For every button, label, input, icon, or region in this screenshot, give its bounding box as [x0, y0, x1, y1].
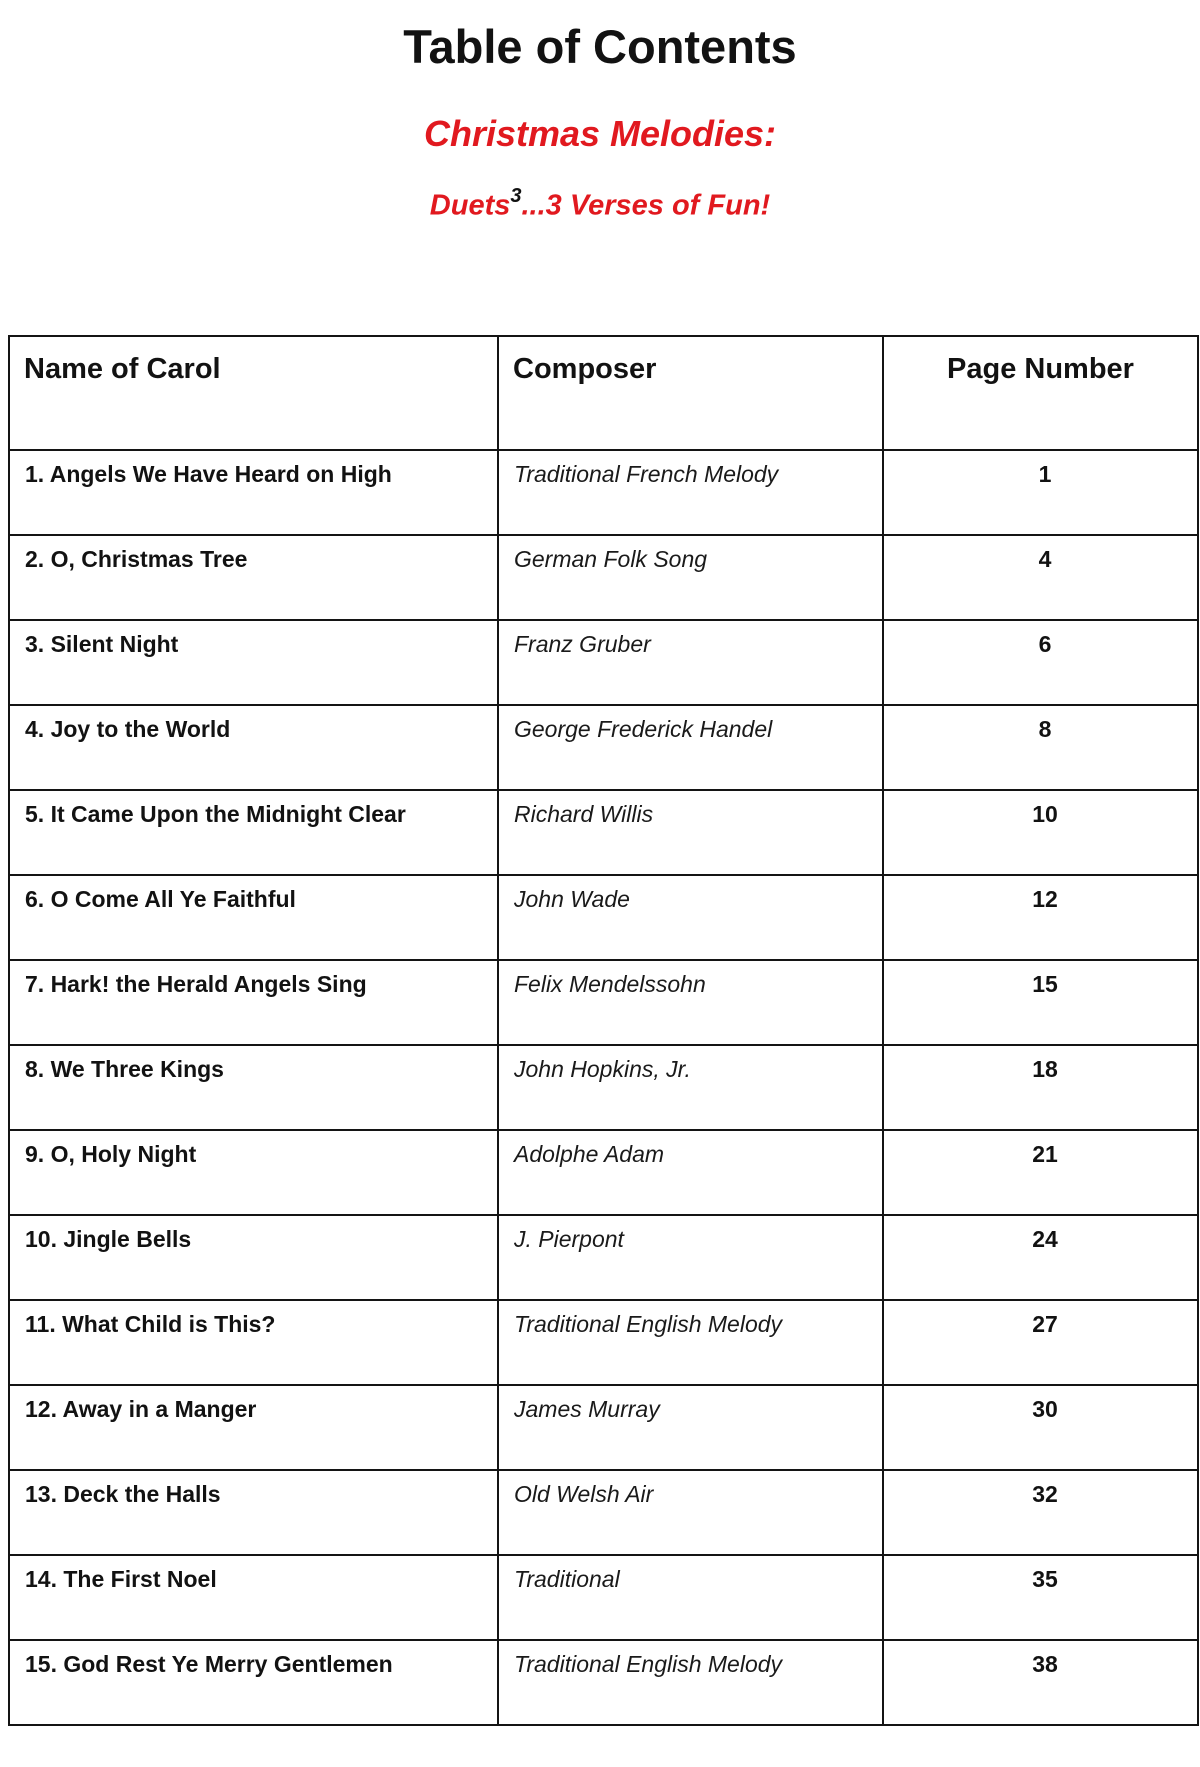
composer-name: Richard Willis	[498, 790, 883, 875]
carol-name: 12. Away in a Manger	[9, 1385, 498, 1470]
table-row	[9, 960, 1198, 1045]
carol-name: 2. O, Christmas Tree	[9, 535, 498, 620]
table-row	[9, 620, 1198, 705]
table-header-row	[9, 336, 1198, 450]
composer-name: Felix Mendelssohn	[498, 960, 883, 1045]
carol-name: 14. The First Noel	[9, 1555, 498, 1640]
carol-name: 9. O, Holy Night	[9, 1130, 498, 1215]
composer-name: George Frederick Handel	[498, 705, 883, 790]
carol-name: 4. Joy to the World	[9, 705, 498, 790]
page-number: 32	[883, 1470, 1198, 1555]
composer-name: Traditional	[498, 1555, 883, 1640]
contents-table	[8, 335, 1199, 1726]
table-row	[9, 1215, 1198, 1300]
table-row	[9, 790, 1198, 875]
composer-name: John Hopkins, Jr.	[498, 1045, 883, 1130]
tagline-superscript: 3	[510, 185, 522, 208]
table-row	[9, 1385, 1198, 1470]
page-number: 6	[883, 620, 1198, 705]
carol-name: 3. Silent Night	[9, 620, 498, 705]
carol-name: 1. Angels We Have Heard on High	[9, 450, 498, 535]
page-number: 21	[883, 1130, 1198, 1215]
table-row	[9, 1640, 1198, 1725]
composer-name: Adolphe Adam	[498, 1130, 883, 1215]
carol-name: 15. God Rest Ye Merry Gentlemen	[9, 1640, 498, 1725]
header-name-of-carol: Name of Carol	[9, 336, 498, 450]
header-composer: Composer	[498, 336, 883, 450]
composer-name: Traditional English Melody	[498, 1640, 883, 1725]
table-row	[9, 705, 1198, 790]
carol-name: 13. Deck the Halls	[9, 1470, 498, 1555]
tagline-suffix: ...3 Verses of Fun!	[521, 189, 771, 222]
page-number: 4	[883, 535, 1198, 620]
table-row	[9, 535, 1198, 620]
composer-name: John Wade	[498, 875, 883, 960]
page-number: 18	[883, 1045, 1198, 1130]
composer-name: J. Pierpont	[498, 1215, 883, 1300]
table-row	[9, 1130, 1198, 1215]
table-row	[9, 1470, 1198, 1555]
page-number: 35	[883, 1555, 1198, 1640]
carol-name: 5. It Came Upon the Midnight Clear	[9, 790, 498, 875]
carol-name: 6. O Come All Ye Faithful	[9, 875, 498, 960]
carol-name: 7. Hark! the Herald Angels Sing	[9, 960, 498, 1045]
page-number: 10	[883, 790, 1198, 875]
page-number: 24	[883, 1215, 1198, 1300]
page-number: 8	[883, 705, 1198, 790]
table-row	[9, 450, 1198, 535]
page-number: 12	[883, 875, 1198, 960]
carol-name: 8. We Three Kings	[9, 1045, 498, 1130]
table-row	[9, 1045, 1198, 1130]
carol-name: 10. Jingle Bells	[9, 1215, 498, 1300]
table-row	[9, 875, 1198, 960]
tagline-prefix: Duets	[429, 189, 511, 222]
page-number: 38	[883, 1640, 1198, 1725]
table-row	[9, 1555, 1198, 1640]
composer-name: Old Welsh Air	[498, 1470, 883, 1555]
table-row	[9, 1300, 1198, 1385]
page-number: 27	[883, 1300, 1198, 1385]
carol-name: 11. What Child is This?	[9, 1300, 498, 1385]
composer-name: Traditional French Melody	[498, 450, 883, 535]
page-number: 30	[883, 1385, 1198, 1470]
composer-name: James Murray	[498, 1385, 883, 1470]
composer-name: Franz Gruber	[498, 620, 883, 705]
book-title: Christmas Melodies:	[423, 113, 777, 155]
page-number: 15	[883, 960, 1198, 1045]
composer-name: Traditional English Melody	[498, 1300, 883, 1385]
page-title: Table of Contents	[403, 20, 797, 73]
composer-name: German Folk Song	[498, 535, 883, 620]
book-tagline	[0, 187, 1200, 223]
page-number: 1	[883, 450, 1198, 535]
header-page-number: Page Number	[883, 336, 1198, 450]
